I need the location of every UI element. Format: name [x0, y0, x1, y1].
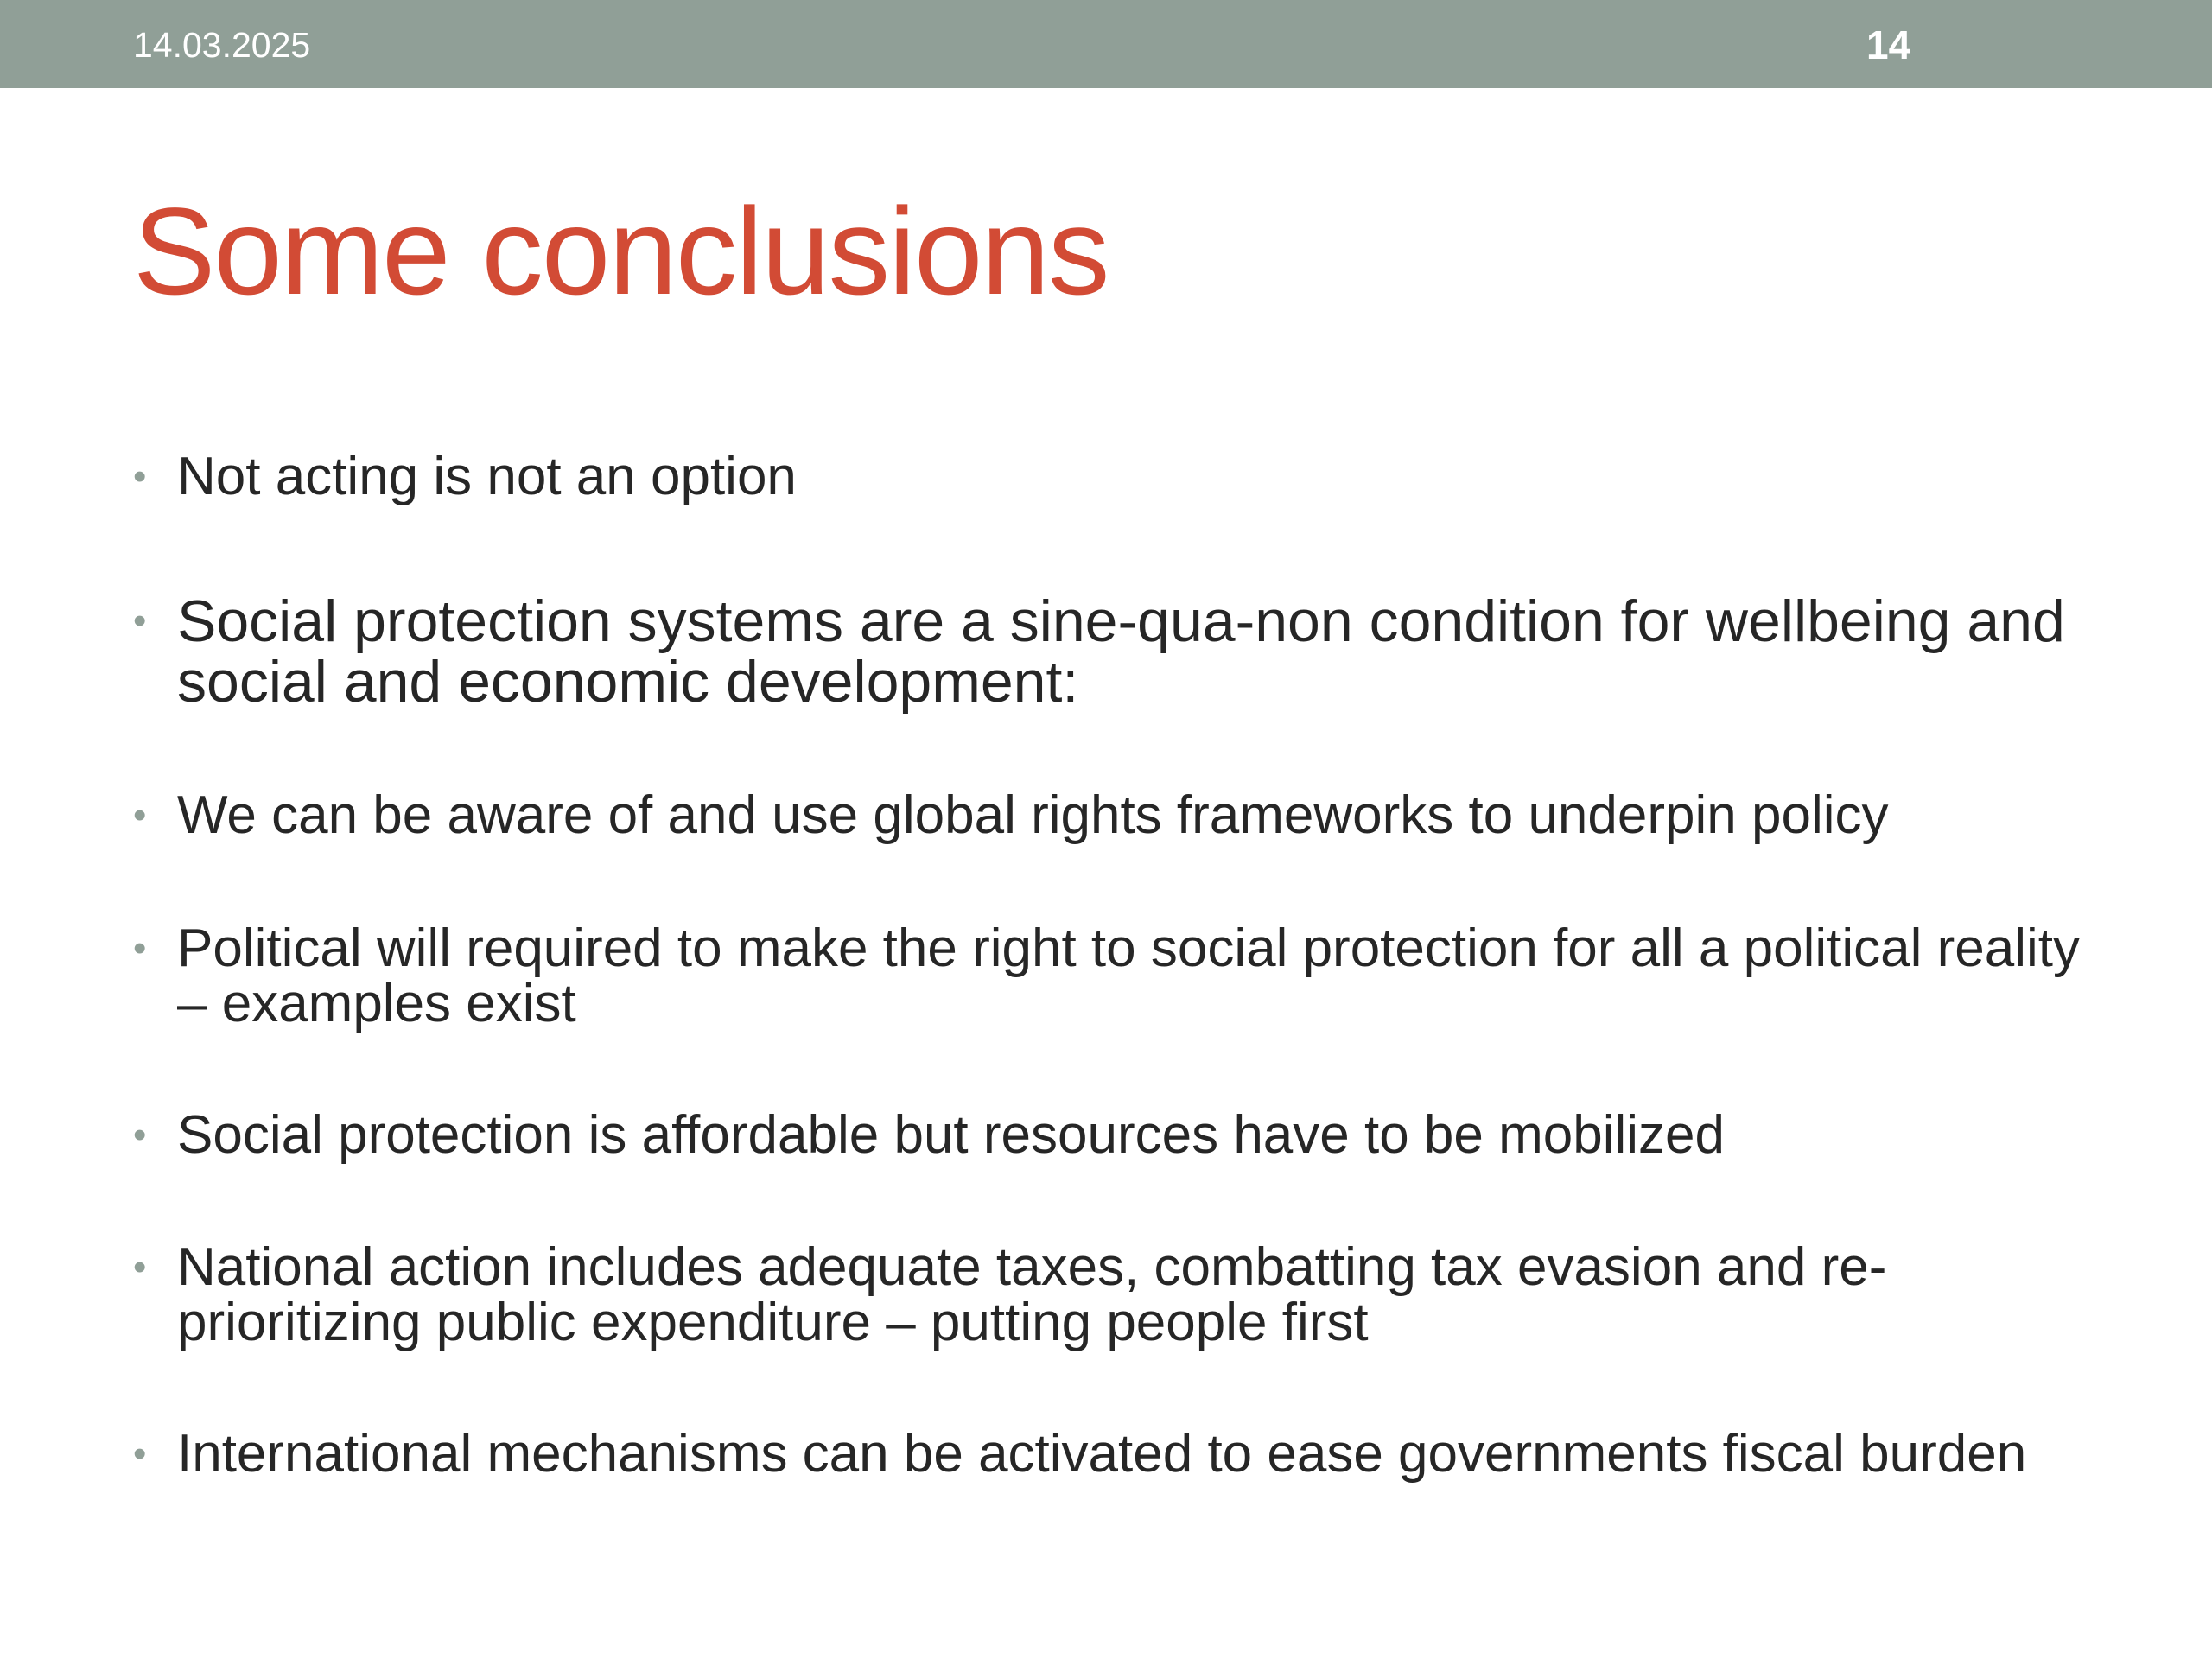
- bullet-text: Political will required to make the right to social protection for all a political reality – examples exist: [177, 918, 2080, 1033]
- bullet-text: Social protection systems are a sine-qua-non condition for wellbeing and social and economic development:: [177, 588, 2065, 715]
- bullet-dot-icon: •: [133, 1433, 147, 1475]
- list-item: [133, 1105, 2094, 1165]
- slide-date: 14.03.2025: [133, 25, 311, 65]
- bullet-dot-icon: •: [133, 1114, 147, 1156]
- list-item: [133, 918, 2094, 1033]
- bullet-text: We can be aware of and use global rights frameworks to underpin policy: [177, 785, 1889, 845]
- bullet-dot-icon: •: [133, 455, 147, 498]
- bullet-text: National action includes adequate taxes, combatting tax evasion and re-prioritizing public expenditure – putting people first: [177, 1237, 1887, 1352]
- bullet-dot-icon: •: [133, 927, 147, 969]
- bullet-text: Social protection is affordable but resources have to be mobilized: [177, 1105, 1726, 1165]
- slide-number: 14: [1866, 22, 1911, 67]
- list-item: [133, 588, 2094, 715]
- bullet-dot-icon: •: [133, 1246, 147, 1288]
- bullet-text: International mechanisms can be activated to ease governments fiscal burden: [177, 1424, 2027, 1484]
- bullet-dot-icon: •: [133, 794, 147, 836]
- list-item: [133, 449, 2094, 505]
- list-item: [133, 1237, 2094, 1352]
- bullet-dot-icon: •: [133, 600, 147, 642]
- bullet-text: Not acting is not an option: [177, 447, 797, 506]
- list-item: [133, 1424, 2094, 1484]
- slide-title: Some conclusions: [133, 183, 1109, 321]
- list-item: [133, 785, 2094, 845]
